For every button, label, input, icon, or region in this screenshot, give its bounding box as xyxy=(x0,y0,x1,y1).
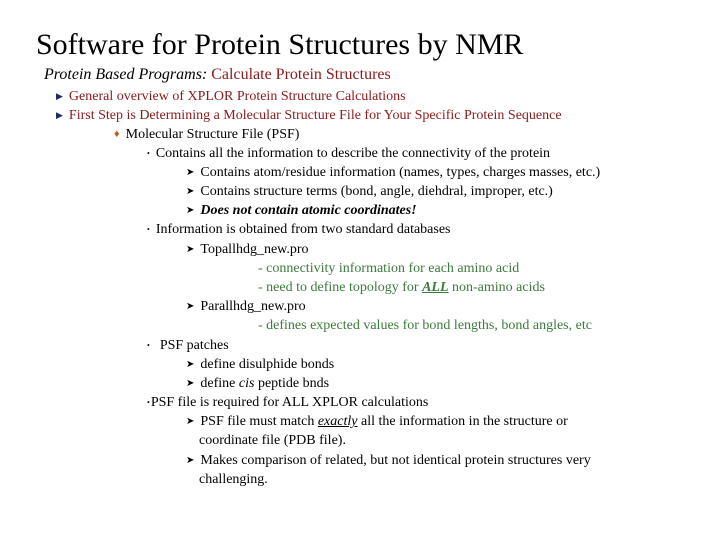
arrow-bullet-icon: ➤ xyxy=(186,416,195,427)
bullet-line-parallhdg: ➤ Parallhdg_new.pro xyxy=(186,299,306,314)
bullet-line-topallhdg: ➤ Topallhdg_new.pro xyxy=(186,242,309,257)
page-title: Software for Protein Structures by NMR xyxy=(36,28,524,61)
detail-line-topology: - need to define topology for ALL non-amino acids xyxy=(258,280,545,295)
bullet-line-psf-patches: • PSF patches xyxy=(147,338,229,353)
arrow-bullet-icon: ➤ xyxy=(186,359,195,370)
bullet-line-atom-info: ➤ Contains atom/residue information (names, types, charges masses, etc.) xyxy=(186,165,601,180)
bullet-line-overview: ▶ General overview of XPLOR Protein Structure Calculations xyxy=(56,89,406,104)
arrow-bullet-icon: ➤ xyxy=(186,205,195,216)
arrow-bullet-icon: ➤ xyxy=(186,378,195,389)
arrow-bullet-icon: ➤ xyxy=(186,301,195,312)
bullet-line-no-coords: ➤ Does not contain atomic coordinates! xyxy=(186,203,417,218)
triangle-bullet-icon: ▶ xyxy=(56,110,63,120)
bullet-line-psf-match: ➤ PSF file must match exactly all the information in the structure or xyxy=(186,414,568,429)
bullet-line-disulphide: ➤ define disulphide bonds xyxy=(186,357,335,372)
subtitle-lead: Protein Based Programs: xyxy=(44,66,208,83)
subtitle xyxy=(44,66,391,84)
dot-bullet-icon: • xyxy=(147,398,150,407)
detail-line-expected-values: - defines expected values for bond lengths, bond angles, etc xyxy=(258,318,592,333)
bullet-line-psf-required: •PSF file is required for ALL XPLOR calculations xyxy=(147,395,429,410)
bullet-line-comparison-cont: challenging. xyxy=(199,472,268,487)
bullet-line-first-step: ▶ First Step is Determining a Molecular Structure File for Your Specific Protein Sequence xyxy=(56,108,562,123)
bullet-line-databases: • Information is obtained from two standard databases xyxy=(147,222,451,237)
subtitle-accent: Calculate Protein Structures xyxy=(211,66,391,83)
triangle-bullet-icon: ▶ xyxy=(56,91,63,101)
arrow-bullet-icon: ➤ xyxy=(186,186,195,197)
arrow-bullet-icon: ➤ xyxy=(186,167,195,178)
arrow-bullet-icon: ➤ xyxy=(186,244,195,255)
dot-bullet-icon: • xyxy=(147,341,150,350)
dot-bullet-icon: • xyxy=(147,149,150,158)
bullet-line-structure-terms: ➤ Contains structure terms (bond, angle, diehdral, improper, etc.) xyxy=(186,184,553,199)
arrow-bullet-icon: ➤ xyxy=(186,455,195,466)
bullet-line-comparison: ➤ Makes comparison of related, but not identical protein structures very xyxy=(186,453,591,468)
diamond-bullet-icon: ♦ xyxy=(114,128,120,140)
bullet-line-psf-match-cont: coordinate file (PDB file). xyxy=(199,433,346,448)
bullet-line-psf: ♦ Molecular Structure File (PSF) xyxy=(114,127,300,142)
detail-line-connectivity: - connectivity information for each amino acid xyxy=(258,261,520,276)
bullet-line-connectivity: • Contains all the information to describe the connectivity of the protein xyxy=(147,146,551,161)
dot-bullet-icon: • xyxy=(147,225,150,234)
bullet-line-cis-peptide: ➤ define cis peptide bnds xyxy=(186,376,330,391)
